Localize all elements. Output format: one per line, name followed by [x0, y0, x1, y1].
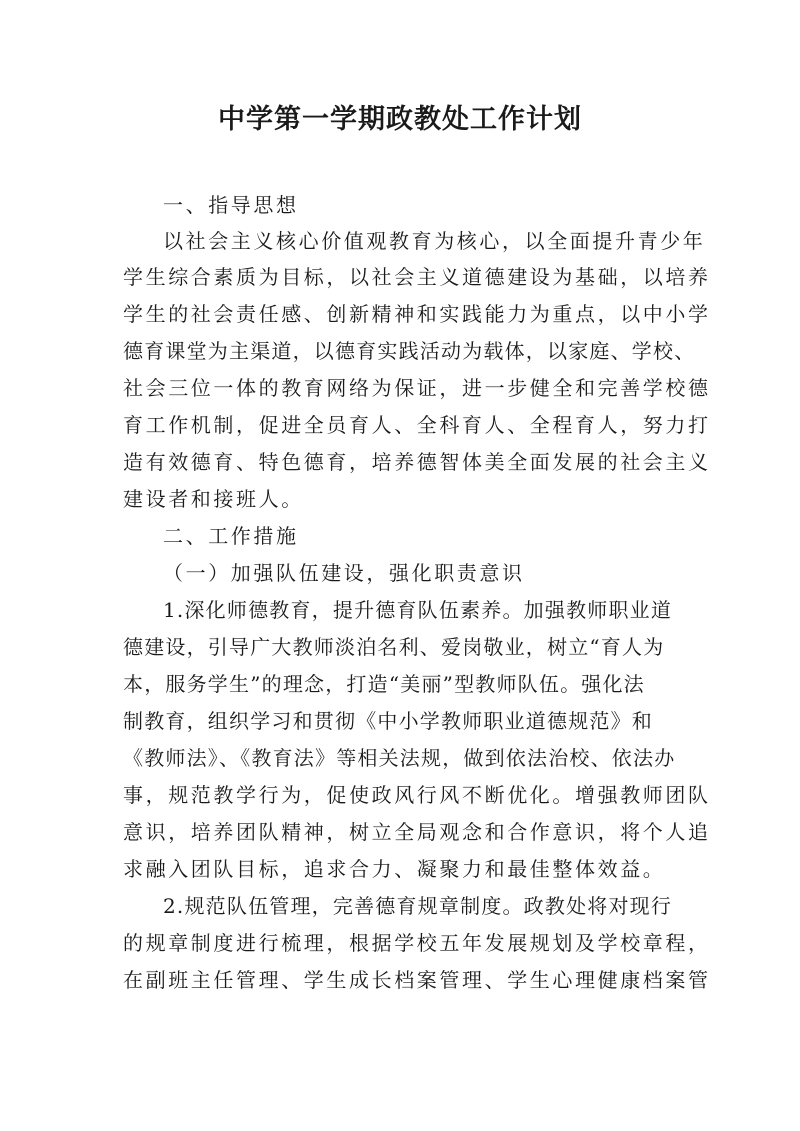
paragraph-line: 学生综合素质为目标，以社会主义道德建设为基础，以培养 — [123, 265, 711, 289]
paragraph-line: 1.深化师德教育，提升德育队伍素养。加强教师职业道 — [163, 598, 673, 622]
section-heading-guiding-ideology: 一、指导思想 — [163, 193, 299, 217]
paragraph-line: 以社会主义核心价值观教育为核心，以全面提升青少年 — [163, 229, 706, 253]
paragraph-line: 制教育，组织学习和贯彻《中小学教师职业道德规范》和 — [123, 709, 653, 733]
subsection-heading: （一）加强队伍建设，强化职责意识 — [163, 561, 525, 585]
paragraph-line: 意识，培养团队精神，树立全局观念和合作意识，将个人追 — [123, 820, 711, 844]
paragraph-line: 德育课堂为主渠道，以德育实践活动为载体，以家庭、学校、 — [123, 339, 696, 363]
paragraph-line: 学生的社会责任感、创新精神和实践能力为重点，以中小学 — [123, 302, 711, 326]
paragraph-line: 求融入团队目标，追求合力、凝聚力和最佳整体效益。 — [123, 857, 666, 881]
paragraph-line: 《教师法》、《教育法》等相关法规，做到依法治校、依法办 — [123, 746, 676, 770]
paragraph-line: 造有效德育、特色德育，培养德智体美全面发展的社会主义 — [123, 450, 711, 474]
paragraph-line: 的规章制度进行梳理，根据学校五年发展规划及学校章程， — [123, 931, 711, 955]
paragraph-line: 本，服务学生”的理念，打造“美丽”型教师队伍。强化法 — [123, 672, 645, 696]
paragraph-line: 2.规范队伍管理，完善德育规章制度。政教处将对现行 — [163, 894, 673, 918]
document-title: 中学第一学期政教处工作计划 — [218, 104, 582, 135]
paragraph-line: 育工作机制，促进全员育人、全科育人、全程育人，努力打 — [123, 413, 711, 437]
paragraph-line: 建设者和接班人。 — [123, 487, 304, 511]
paragraph-line: 事，规范教学行为，促使政风行风不断优化。增强教师团队 — [123, 783, 711, 807]
section-heading-work-measures: 二、工作措施 — [163, 524, 299, 548]
paragraph-line: 社会三位一体的教育网络为保证，进一步健全和完善学校德 — [123, 376, 711, 400]
paragraph-line: 在副班主任管理、学生成长档案管理、学生心理健康档案管 — [123, 968, 711, 992]
paragraph-line: 德建设，引导广大教师淡泊名利、爱岗敬业，树立“育人为 — [123, 635, 665, 659]
